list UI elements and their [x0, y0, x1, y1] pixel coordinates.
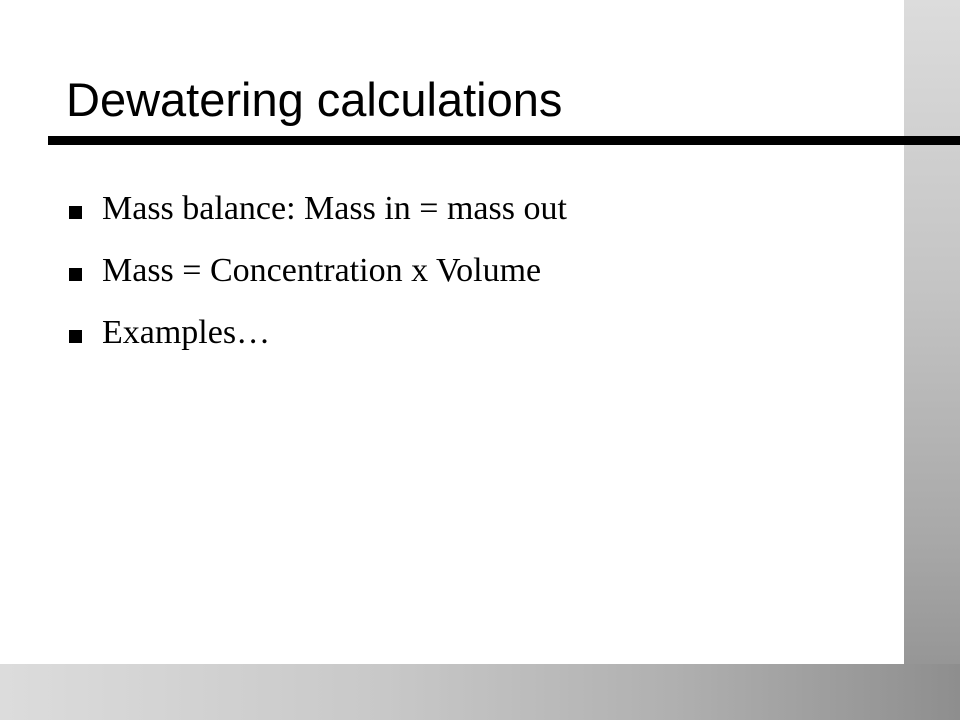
bullet-text: Mass = Concentration x Volume [102, 252, 542, 289]
square-bullet-icon [69, 330, 82, 343]
right-gradient-border [904, 0, 960, 720]
square-bullet-icon [69, 268, 82, 281]
bullet-text: Mass balance: Mass in = mass out [102, 190, 567, 227]
bullet-text: Examples… [102, 314, 271, 351]
bottom-gradient-border [0, 664, 960, 720]
slide-title: Dewatering calculations [66, 73, 563, 126]
title-underline [48, 136, 960, 145]
bullet-item-examples [64, 308, 567, 370]
square-bullet-icon [69, 206, 82, 219]
bullet-item-mass-balance [64, 184, 567, 246]
bullet-item-mass-equation [64, 246, 567, 308]
bullet-list [64, 184, 567, 370]
